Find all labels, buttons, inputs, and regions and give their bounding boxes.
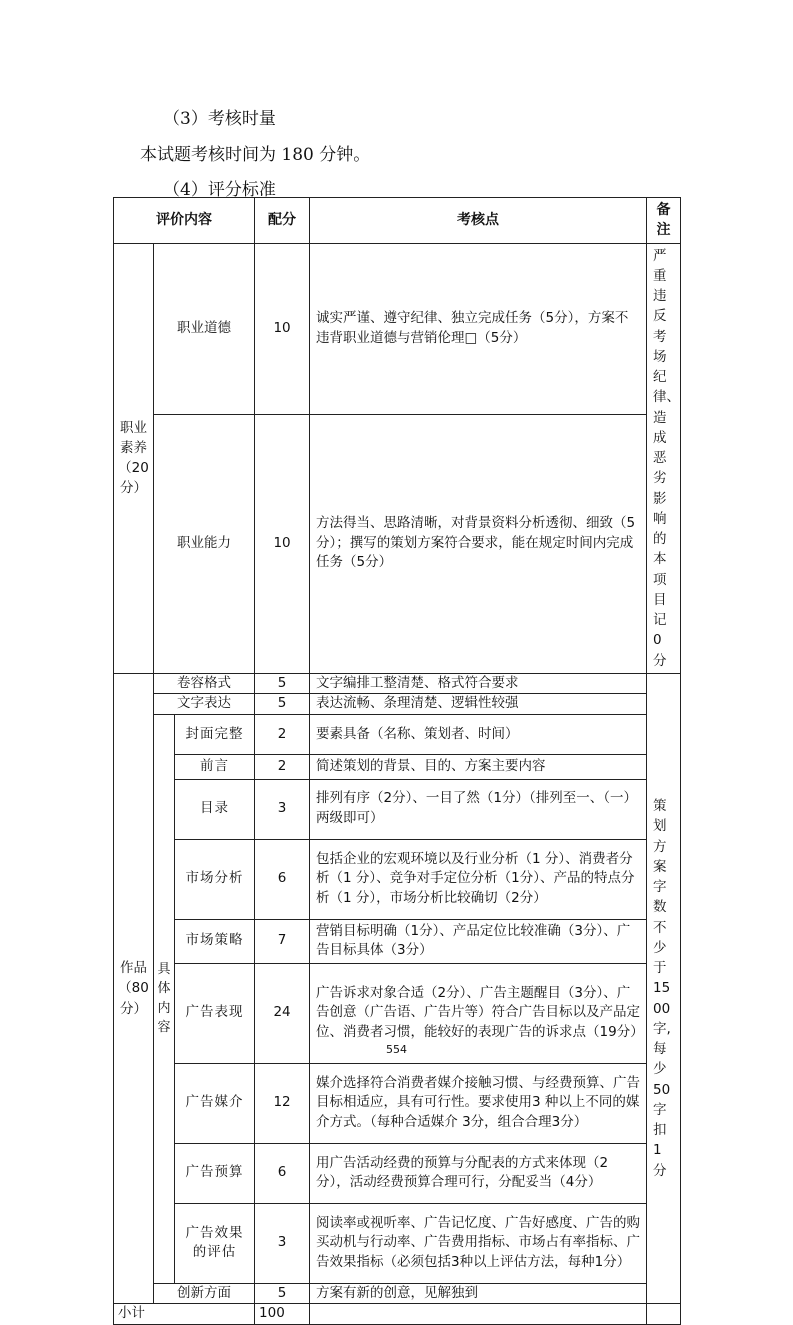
item-name: 创新方面: [154, 1283, 255, 1304]
table-row: [114, 919, 681, 963]
item-points: 10: [255, 414, 310, 673]
item-points: 24: [255, 963, 310, 1063]
item-name: 卷容格式: [154, 673, 255, 694]
group-note-work: 策划方案字数不少于1500字,每少50 字扣1分: [647, 673, 681, 1303]
table-row: [114, 1283, 681, 1304]
item-name: 广告媒介: [175, 1063, 255, 1143]
total-label: 小计: [114, 1304, 255, 1325]
item-criteria: 排列有序（2分）、一目了然（1分）（排列至一、（一）两级即可）: [310, 779, 647, 839]
item-points: 7: [255, 919, 310, 963]
item-criteria: 广告诉求对象合适（2分）、广告主题醒目（3分）、广告创意（广告语、广告片等）符合广告目标以及产品定位、消费者习惯，能较好的表现广告的诉求点（19分）: [310, 963, 647, 1063]
table-row: [114, 414, 681, 673]
table-row: [114, 1203, 681, 1283]
sub-group-label-detail: 具体内容: [154, 714, 175, 1283]
scoring-table: [113, 197, 681, 1325]
item-points: 2: [255, 714, 310, 754]
item-points: 3: [255, 779, 310, 839]
page-number: 554: [386, 1043, 407, 1056]
item-points: 5: [255, 673, 310, 694]
table-row: [114, 243, 681, 414]
section-heading-3: （3）考核时量: [163, 109, 276, 129]
item-points: 10: [255, 243, 310, 414]
table-row: [114, 839, 681, 919]
total-criteria-empty: [310, 1304, 647, 1325]
item-points: 6: [255, 1143, 310, 1203]
exam-duration-paragraph: 本试题考核时间为 180 分钟。: [140, 145, 371, 165]
item-criteria: 简述策划的背景、目的、方案主要内容: [310, 754, 647, 779]
item-name: 职业能力: [154, 414, 255, 673]
group-label-professional-quality: 职业素养（20分）: [114, 243, 154, 673]
item-points: 5: [255, 694, 310, 715]
item-criteria: 要素具备（名称、策划者、时间）: [310, 714, 647, 754]
item-criteria: 营销目标明确（1分）、产品定位比较准确（3分）、广告目标具体（3分）: [310, 919, 647, 963]
item-name: 职业道德: [154, 243, 255, 414]
header-notes: 备注: [647, 198, 681, 244]
table-row: [114, 1143, 681, 1203]
table-row: [114, 714, 681, 754]
item-name: 目录: [175, 779, 255, 839]
item-points: 12: [255, 1063, 310, 1143]
total-points: 100: [255, 1304, 310, 1325]
item-points: 2: [255, 754, 310, 779]
item-criteria: 方案有新的创意，见解独到: [310, 1283, 647, 1304]
item-name: 广告表现: [175, 963, 255, 1063]
item-points: 6: [255, 839, 310, 919]
table-row: [114, 779, 681, 839]
item-points: 3: [255, 1203, 310, 1283]
item-criteria: 方法得当、思路清晰，对背景资料分析透彻、细致（5分）；撰写的策划方案符合要求，能在规定时间内完成任务（5分）: [310, 414, 647, 673]
group-note-professional-quality: 严重违反考场纪律、造成恶劣影响的本项目记0分: [647, 243, 681, 673]
table-total-row: [114, 1304, 681, 1325]
item-criteria: 用广告活动经费的预算与分配表的方式来体现（2 分），活动经费预算合理可行，分配妥当（4分）: [310, 1143, 647, 1203]
table-header-row: [114, 198, 681, 244]
item-criteria: 文字编排工整清楚、格式符合要求: [310, 673, 647, 694]
group-label-work: 作品（80分）: [114, 673, 154, 1303]
item-criteria: 包括企业的宏观环境以及行业分析（1 分）、消费者分析（1 分）、竞争对手定位分析（1分）、产品的特点分析（1 分），市场分析比较确切（2分）: [310, 839, 647, 919]
item-points: 5: [255, 1283, 310, 1304]
item-name: 前言: [175, 754, 255, 779]
item-criteria: 阅读率或视听率、广告记忆度、广告好感度、广告的购买动机与行动率、广告费用指标、市场占有率指标、广告效果指标（必须包括3种以上评估方法，每种1分）: [310, 1203, 647, 1283]
table-row: [114, 754, 681, 779]
item-name: 广告效果的评估: [175, 1203, 255, 1283]
table-row: [114, 673, 681, 694]
header-evaluation-content: 评价内容: [114, 198, 255, 244]
table-row: [114, 1063, 681, 1143]
header-criteria: 考核点: [310, 198, 647, 244]
header-points: 配分: [255, 198, 310, 244]
item-name: 封面完整: [175, 714, 255, 754]
item-criteria: 诚实严谨、遵守纪律、独立完成任务（5分），方案不违背职业道德与营销伦理□（5分）: [310, 243, 647, 414]
item-criteria: 表达流畅、条理清楚、逻辑性较强: [310, 694, 647, 715]
table-row: [114, 694, 681, 715]
item-name: 广告预算: [175, 1143, 255, 1203]
section-heading-4: （4）评分标准: [163, 180, 276, 200]
item-name: 市场策略: [175, 919, 255, 963]
item-name: 市场分析: [175, 839, 255, 919]
item-name: 文字表达: [154, 694, 255, 715]
total-note-empty: [647, 1304, 681, 1325]
item-criteria: 媒介选择符合消费者媒介接触习惯、与经费预算、广告目标相适应，具有可行性。要求使用3 种以上不同的媒介方式。（每种合适媒介 3分，组合合理3分）: [310, 1063, 647, 1143]
